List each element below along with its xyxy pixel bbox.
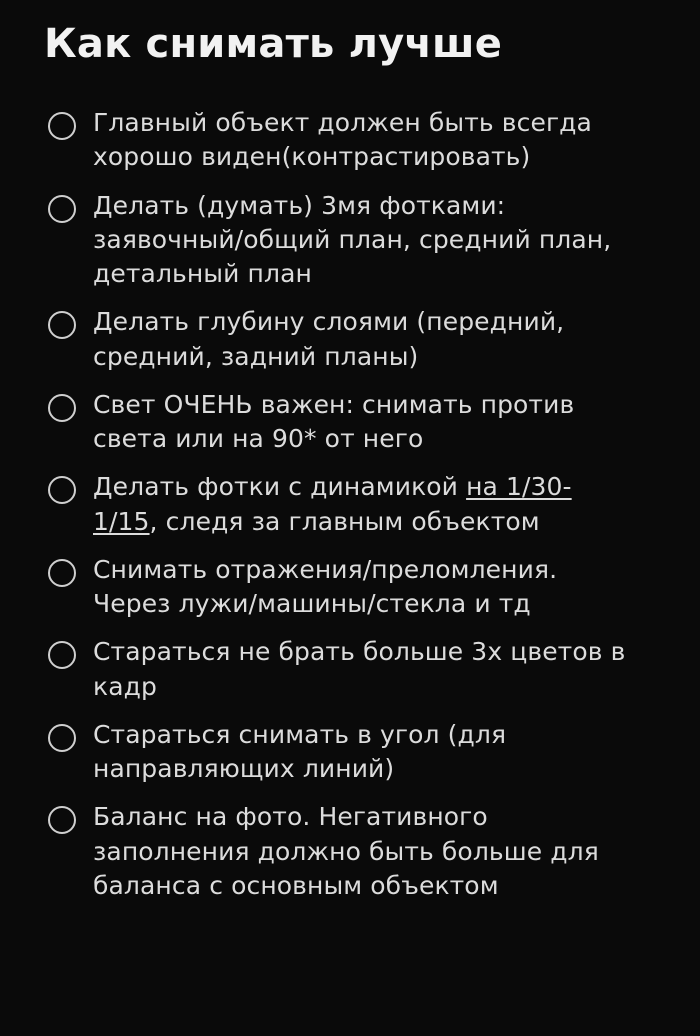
list-item (0, 189, 700, 292)
list-item-label: Делать глубину слоями (передний, средний, задний планы) (93, 307, 565, 371)
list-item-label: Снимать отражения/преломления. Через лужи/машины/стекла и тд (93, 554, 558, 618)
list-item-label: Свет ОЧЕНЬ важен: снимать против света или на 90* от него (93, 389, 575, 453)
list-item-label: Стараться не брать больше 3х цветов в кадр (93, 637, 626, 701)
circle-bullet-icon (48, 641, 76, 669)
list-item (0, 305, 700, 374)
circle-bullet-icon (48, 311, 76, 339)
list-item-label: Баланс на фото. Негативного заполнения должно быть больше для баланса с основным объектом (93, 802, 599, 900)
circle-bullet-icon (48, 806, 76, 834)
circle-bullet-icon (48, 724, 76, 752)
list-item-label: Делать (думать) 3мя фотками: заявочный/общий план, средний план, детальный план (93, 190, 612, 288)
page-title: Как снимать лучше (44, 21, 503, 67)
circle-bullet-icon (48, 559, 76, 587)
list-item (0, 470, 700, 539)
list-item-text-before: Делать фотки с динамикой (93, 472, 467, 502)
list-item (0, 106, 700, 175)
circle-bullet-icon (48, 476, 76, 504)
list-item (0, 800, 700, 903)
list-item-label-composite (93, 470, 633, 539)
list-item (0, 553, 700, 622)
list-item (0, 718, 700, 787)
circle-bullet-icon (48, 195, 76, 223)
list-item-label: Стараться снимать в угол (для направляющих линий) (93, 719, 507, 783)
list-item-label: Главный объект должен быть всегда хорошо виден(контрастировать) (93, 108, 592, 172)
list-item (0, 635, 700, 704)
list-item-underlined-text: на 1/30-1/15 (93, 472, 572, 536)
list-item (0, 388, 700, 457)
list-item-text-after: , следя за главным объектом (149, 506, 540, 536)
tips-list (0, 68, 700, 903)
circle-bullet-icon (48, 112, 76, 140)
circle-bullet-icon (48, 394, 76, 422)
